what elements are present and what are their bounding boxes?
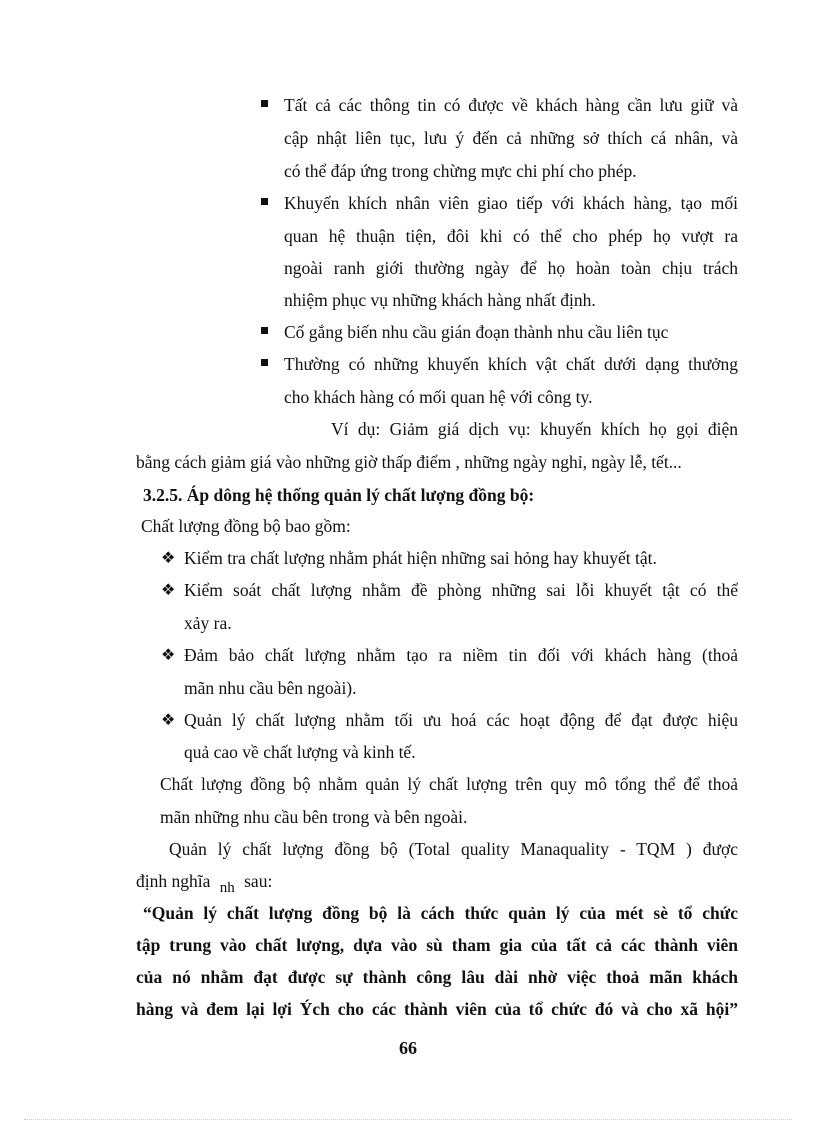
bullet-text-line: Tất cả các thông tin có được về khách hàng cần lưu giữ và — [284, 95, 738, 115]
quote-line: hàng và đem lại lợi Ých cho các thành viên của tổ chức đó và cho xã hội” — [136, 999, 738, 1019]
page-number: 66 — [399, 1038, 417, 1058]
square-bullet-icon — [261, 100, 268, 107]
diamond-bullet-icon: ❖ — [161, 710, 176, 729]
paragraph-line: Chất lượng đồng bộ nhằm quản lý chất lượng trên quy mô tổng thể để thoả — [160, 774, 738, 794]
diamond-bullet-icon: ❖ — [161, 580, 176, 599]
diamond-bullet-icon: ❖ — [161, 645, 176, 664]
quote-line: của nó nhằm đạt được sự thành công lâu dài nhờ việc thoả mãn khách — [136, 967, 738, 987]
diamond-item-line: mãn nhu cầu bên ngoài). — [184, 678, 357, 698]
bullet-text-line: quan hệ thuận tiện, đôi khi có thể cho phép họ vượt ra — [284, 226, 738, 246]
paragraph-line: mãn những nhu cầu bên trong và bên ngoài. — [160, 807, 468, 827]
bullet-text-line: Khuyến khích nhân viên giao tiếp với khách hàng, tạo mối — [284, 193, 738, 213]
diamond-item-line: xảy ra. — [184, 613, 232, 633]
definition-text-end: sau: — [244, 871, 273, 891]
paragraph-line: Quản lý chất lượng đồng bộ (Total quality Manaquality - TQM ) được — [169, 839, 738, 859]
bullet-text-line: Thường có những khuyến khích vật chất dưới dạng thưởng — [284, 354, 738, 374]
example-line: bằng cách giảm giá vào những giờ thấp điểm , những ngày nghỉ, ngày lễ, tết... — [136, 452, 682, 472]
bullet-text-line: nhiệm phục vụ những khách hàng nhất định. — [284, 290, 596, 310]
example-line: Ví dụ: Giảm giá dịch vụ: khuyến khích họ gọi điện — [331, 419, 738, 439]
square-bullet-icon — [261, 359, 268, 366]
diamond-item-line: quả cao về chất lượng và kinh tế. — [184, 742, 416, 762]
subscript-fragment: nh — [219, 880, 235, 896]
intro-text: Chất lượng đồng bộ bao gồm: — [141, 516, 351, 536]
bullet-text-line: ngoài ranh giới thường ngày để họ hoàn toàn chịu trách — [284, 258, 738, 278]
paragraph-line — [136, 870, 272, 894]
definition-text: định nghĩa — [136, 871, 211, 891]
diamond-item-line: Kiểm soát chất lượng nhằm đề phòng những sai lỗi khuyết tật có thể — [184, 580, 738, 600]
square-bullet-icon — [261, 327, 268, 334]
quote-line: “Quản lý chất lượng đồng bộ là cách thức quản lý của mét sè tổ chức — [143, 903, 738, 923]
bullet-text-line: có thể đáp ứng trong chừng mực chi phí cho phép. — [284, 161, 637, 181]
diamond-item-line: Đảm bảo chất lượng nhằm tạo ra niềm tin đối với khách hàng (thoả — [184, 645, 738, 665]
bullet-text-line: cập nhật liên tục, lưu ý đến cả những sở thích cá nhân, và — [284, 128, 738, 148]
page-bottom-rule — [24, 1119, 792, 1120]
diamond-item-line: Quản lý chất lượng nhằm tối ưu hoá các hoạt động để đạt được hiệu — [184, 710, 738, 730]
bullet-text-line: cho khách hàng có mối quan hệ với công ty. — [284, 387, 593, 407]
quote-line: tập trung vào chất lượng, dựa vào sù tham gia của tất cả các thành viên — [136, 935, 738, 955]
bullet-text-line: Cố gắng biến nhu cầu gián đoạn thành nhu cầu liên tục — [284, 322, 669, 342]
diamond-bullet-icon: ❖ — [161, 548, 176, 567]
section-heading: 3.2.5. Áp dông hệ thống quản lý chất lượng đồng bộ: — [143, 485, 535, 505]
square-bullet-icon — [261, 198, 268, 205]
diamond-item-line: Kiểm tra chất lượng nhằm phát hiện những sai hỏng hay khuyết tật. — [184, 548, 657, 568]
